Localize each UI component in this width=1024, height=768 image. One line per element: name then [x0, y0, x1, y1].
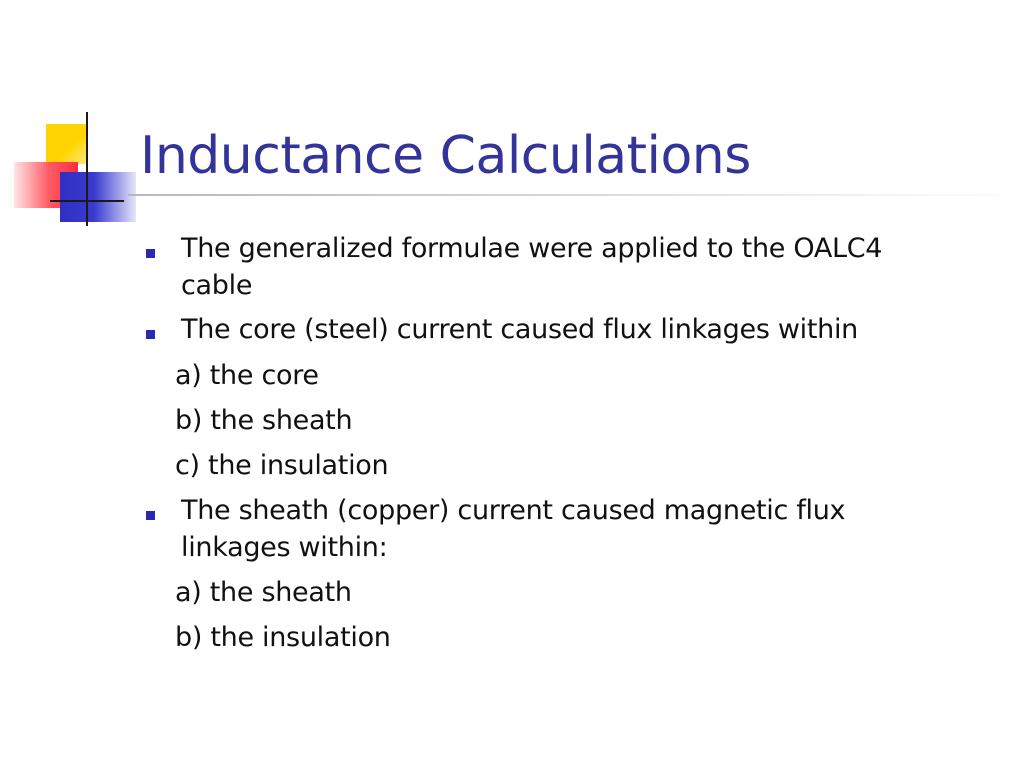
- sub-item-text: a) the sheath: [175, 577, 352, 608]
- bullet-text-line: cable: [181, 270, 253, 301]
- slide-title: Inductance Calculations: [140, 126, 751, 186]
- square-bullet-icon: [146, 330, 155, 339]
- bullet-text-line: The sheath (copper) current caused magnetic flux: [181, 495, 846, 526]
- bullet-text-line: The generalized formulae were applied to the OALC4: [181, 233, 883, 264]
- sub-item-text: c) the insulation: [175, 450, 389, 481]
- sub-item-text: b) the sheath: [175, 405, 353, 436]
- bullet-text-line: The core (steel) current caused flux linkages within: [181, 314, 858, 345]
- square-bullet-icon: [146, 249, 155, 258]
- sub-item-text: a) the core: [175, 360, 319, 391]
- sub-item-text: b) the insulation: [175, 622, 391, 653]
- bullet-text-line: linkages within:: [181, 532, 388, 563]
- square-bullet-icon: [146, 511, 155, 520]
